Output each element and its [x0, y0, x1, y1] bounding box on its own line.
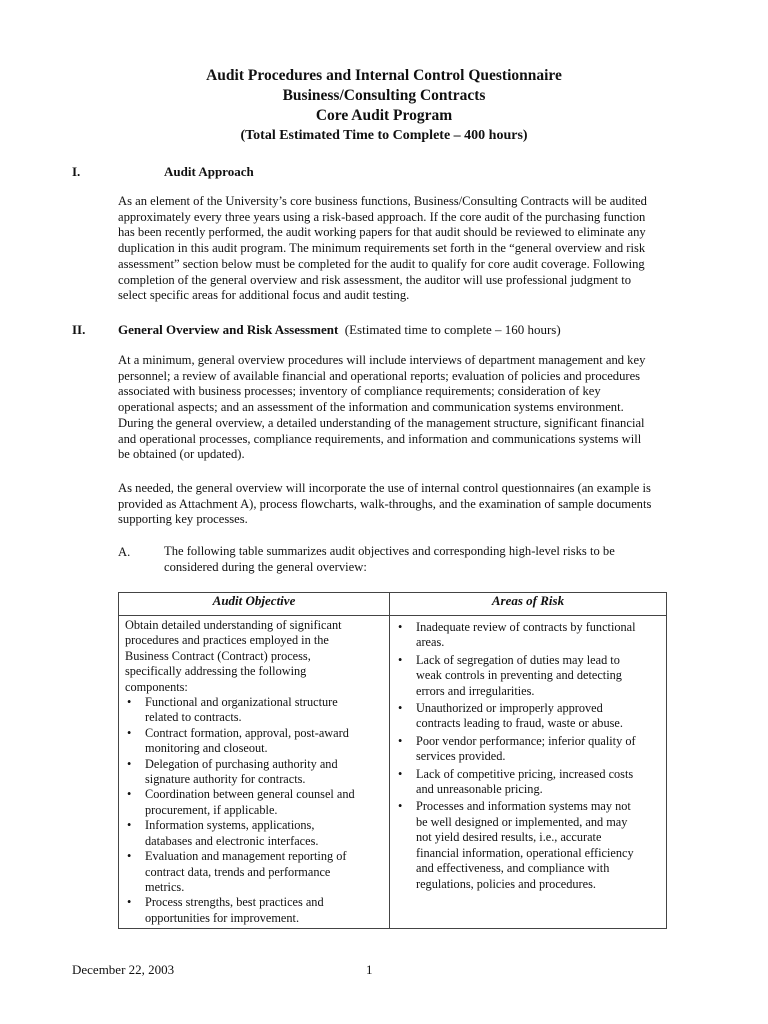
text-line: • Poor vendor performance; inferior quality of: [416, 733, 636, 748]
text-line: errors and irregularities.: [416, 683, 535, 698]
section-1-paragraph: [118, 194, 698, 304]
text-line: • Functional and organizational structure: [145, 695, 338, 710]
paragraph-line: provided as Attachment A), process flowcharts, walk-throughs, and the examination of sample documents: [118, 496, 652, 511]
paragraph-line: completion of the general overview and risk assessment, the auditor will use professional judgment to: [118, 272, 632, 287]
section-2-paragraph-2: [118, 481, 698, 528]
item-a-text: [164, 544, 684, 575]
paragraph-line: select specific areas for additional focus and audit testing.: [118, 288, 410, 303]
audit-objectives-table: [118, 592, 667, 929]
text-line: and effectiveness, and compliance with: [416, 861, 610, 876]
text-line: • Process strengths, best practices and: [145, 895, 324, 910]
text-line: services provided.: [416, 749, 506, 764]
list-item: [125, 757, 386, 788]
text-line: monitoring and closeout.: [145, 741, 268, 756]
text-line: • Contract formation, approval, post-award: [145, 725, 349, 740]
list-item: [125, 726, 386, 757]
text-line: • Inadequate review of contracts by functional: [416, 620, 636, 634]
list-item: [396, 653, 663, 699]
areas-of-risk-cell: [390, 616, 667, 929]
paragraph-line: As an element of the University’s core business functions, Business/Consulting Contracts will be audited: [118, 194, 647, 208]
section-1-number: I.: [72, 164, 81, 179]
text-line: • Lack of segregation of duties may lead to: [416, 652, 620, 667]
list-item: [396, 701, 663, 732]
audit-objective-cell: [119, 616, 390, 929]
objective-bullet-list: [125, 695, 386, 926]
column-header-audit-objective: Audit Objective: [119, 593, 390, 616]
section-2-estimate: (Estimated time to complete – 160 hours): [344, 322, 561, 337]
text-line: and unreasonable pricing.: [416, 782, 543, 797]
objective-intro: [125, 618, 386, 695]
paragraph-line: The following table summarizes audit objectives and corresponding high-level risks to be: [164, 544, 615, 558]
text-line: procurement, if applicable.: [145, 802, 278, 817]
section-2-heading-line: [118, 322, 561, 338]
risk-bullet-list: [396, 620, 663, 892]
paragraph-line: be obtained (or updated).: [118, 447, 245, 462]
section-1-heading: Audit Approach: [164, 164, 254, 179]
paragraph-line: considered during the general overview:: [164, 559, 367, 574]
text-line: procedures and practices employed in the: [125, 633, 329, 648]
text-line: weak controls in preventing and detecting: [416, 668, 622, 683]
text-line: • Delegation of purchasing authority and: [145, 756, 338, 771]
page-number: 1: [366, 962, 373, 977]
text-line: related to contracts.: [145, 710, 242, 725]
text-line: Obtain detailed understanding of significant: [125, 618, 342, 632]
text-line: Business Contract (Contract) process,: [125, 648, 311, 663]
text-line: • Processes and information systems may not: [416, 799, 631, 814]
document-title: [0, 66, 768, 146]
paragraph-line: personnel; a review of available financial and operational reports; evaluation of policies and procedures: [118, 368, 641, 383]
text-line: financial information, operational efficiency: [416, 845, 634, 860]
list-item: [396, 799, 663, 891]
text-line: components:: [125, 679, 188, 694]
text-line: metrics.: [145, 879, 185, 894]
paragraph-line: As needed, the general overview will incorporate the use of internal control questionnaires (an example is: [118, 481, 651, 495]
section-2-heading: General Overview and Risk Assessment: [118, 322, 339, 337]
text-line: signature authority for contracts.: [145, 772, 306, 787]
list-item: [396, 767, 663, 798]
paragraph-line: has been recently performed, the audit working papers for that audit should be reviewed to eliminate any: [118, 225, 646, 240]
list-item: [125, 895, 386, 926]
list-item: [125, 849, 386, 895]
item-a-label: A.: [118, 545, 131, 559]
text-line: be well designed or implemented, and may: [416, 814, 628, 829]
list-item: [396, 734, 663, 765]
section-2-paragraph-1: [118, 353, 698, 463]
text-line: areas.: [416, 635, 445, 650]
paragraph-line: approximately every three years using a risk-based approach. If the core audit of the purchasing function: [118, 209, 646, 224]
text-line: not yield desired results, i.e., accurate: [416, 830, 602, 845]
text-line: • Evaluation and management reporting of: [145, 849, 347, 864]
text-line: contract data, trends and performance: [145, 864, 331, 879]
title-line-4: (Total Estimated Time to Complete – 400 hours): [240, 128, 528, 143]
text-line: • Information systems, applications,: [145, 818, 315, 833]
list-item: [125, 787, 386, 818]
paragraph-line: At a minimum, general overview procedures will include interviews of department management and key: [118, 353, 646, 367]
paragraph-line: associated with business processes; inventory of compliance requirements; consideration of key: [118, 384, 601, 399]
list-item: [125, 818, 386, 849]
table-header-row: [119, 593, 667, 616]
paragraph-line: duplication in this audit program. The minimum requirements set forth in the “general overview and risk: [118, 241, 646, 256]
column-header-areas-of-risk: Areas of Risk: [390, 593, 667, 616]
paragraph-line: During the general overview, a detailed understanding of the management structure, significant financial: [118, 415, 645, 430]
list-item: [125, 695, 386, 726]
section-2-number: II.: [72, 322, 86, 337]
text-line: contracts leading to fraud, waste or abuse.: [416, 716, 623, 731]
text-line: regulations, policies and procedures.: [416, 876, 596, 891]
title-line-3: Core Audit Program: [315, 107, 453, 124]
table-row: [119, 616, 667, 929]
paragraph-line: operational aspects; and an assessment of the information and communication systems environment.: [118, 400, 624, 415]
footer-date: December 22, 2003: [72, 962, 175, 977]
text-line: specifically addressing the following: [125, 664, 307, 679]
text-line: opportunities for improvement.: [145, 910, 300, 925]
paragraph-line: supporting key processes.: [118, 512, 248, 527]
paragraph-line: assessment” section below must be completed for the audit to qualify for core audit coverage. Following: [118, 256, 645, 271]
text-line: databases and electronic interfaces.: [145, 833, 319, 848]
paragraph-line: and operational processes, compliance requirements, and information and communications systems will: [118, 431, 642, 446]
text-line: • Unauthorized or improperly approved: [416, 701, 603, 716]
text-line: • Coordination between general counsel and: [145, 787, 355, 802]
title-line-1: Audit Procedures and Internal Control Questionnaire: [206, 67, 562, 84]
text-line: • Lack of competitive pricing, increased costs: [416, 766, 634, 781]
list-item: [396, 620, 663, 651]
title-line-2: Business/Consulting Contracts: [282, 87, 486, 104]
